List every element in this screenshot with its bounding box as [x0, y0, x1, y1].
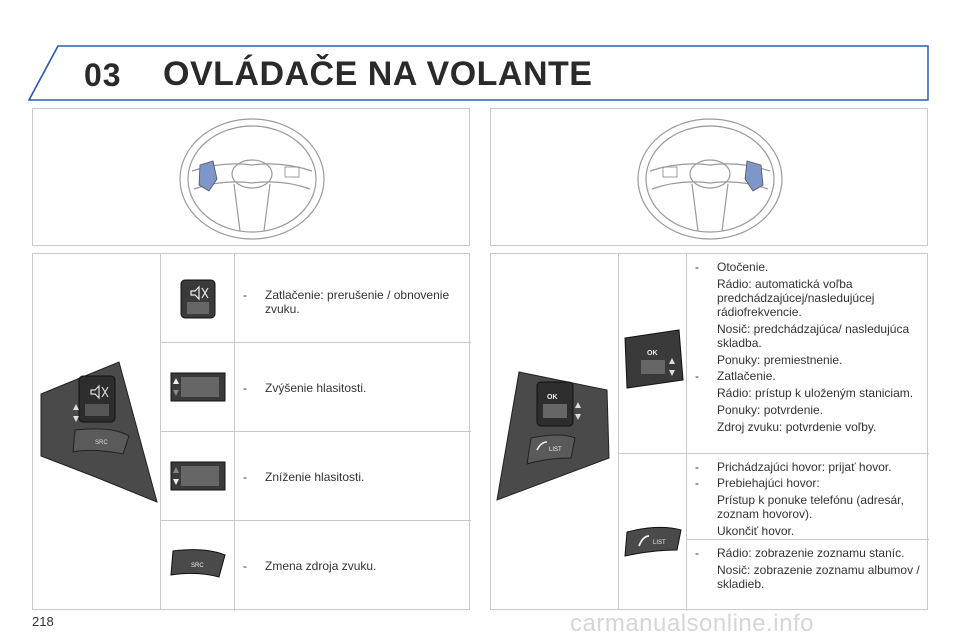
volume-down-description: - Zníženie hlasitosti.: [235, 432, 471, 521]
list-label: LIST: [549, 447, 562, 453]
ok-label: OK: [647, 350, 658, 357]
mute-control-cell: [161, 254, 235, 343]
right-control-cluster-illustration: [491, 254, 619, 611]
right-control-cluster: [491, 254, 619, 609]
volume-up-description: - Zvýšenie hlasitosti.: [235, 343, 471, 432]
left-control-cluster-illustration: [33, 254, 161, 611]
steering-wheel-panel-left: [32, 108, 470, 246]
mute-description: - Zatlačenie: prerušenie / obnovenie zvuku.: [235, 254, 471, 343]
right-controls-table: [490, 253, 928, 610]
list-label: LIST: [653, 540, 666, 546]
volume-down-control-cell: [161, 432, 235, 521]
chapter-header: [28, 45, 930, 101]
phone-description: - Prichádzajúci hovor: prijať hovor. - Prebiehajúci hovor: Prístup k ponuke telefónu (adresár, zoznam hovorov). Ukončiť hovor.: [687, 454, 929, 540]
src-label: SRC: [191, 563, 204, 569]
ok-control-cell: [619, 254, 687, 454]
ok-icon: [619, 254, 687, 454]
page-number: 218: [32, 614, 54, 629]
left-control-cluster: [33, 254, 161, 609]
src-icon: [161, 521, 235, 611]
steering-wheel-icon: [491, 109, 929, 247]
steering-wheel-icon: [33, 109, 471, 247]
ok-label: OK: [547, 394, 558, 401]
src-description: - Zmena zdroja zvuku.: [243, 559, 377, 573]
watermark: carmanualsonline.info: [570, 610, 814, 637]
volume-up-control-cell: [161, 343, 235, 432]
list-description: - Rádio: zobrazenie zoznamu staníc. Nosič: zobrazenie zoznamu albumov / skladieb.: [695, 546, 920, 591]
ok-description: - Otočenie. Rádio: automatická voľba predchádzajúcej/nasledujúcej rádiofrekvencie. Nosič: predchádzajúca/ nasledujúca skladba. Ponuky: premiestnenie. - Zatlačenie. Rádio: prístup k uloženým staniciam. Ponuky: potvrdenie. Zdroj zvuku: potvrdenie voľby.: [687, 254, 929, 454]
src-control-cell: [161, 521, 235, 611]
list-control-cell: [619, 454, 687, 611]
page-title: OVLÁDAČE NA VOLANTE: [163, 55, 593, 93]
steering-wheel-panel-right: [490, 108, 928, 246]
chapter-number: 03: [84, 57, 122, 93]
src-label: SRC: [95, 440, 108, 446]
left-controls-table: [32, 253, 470, 610]
